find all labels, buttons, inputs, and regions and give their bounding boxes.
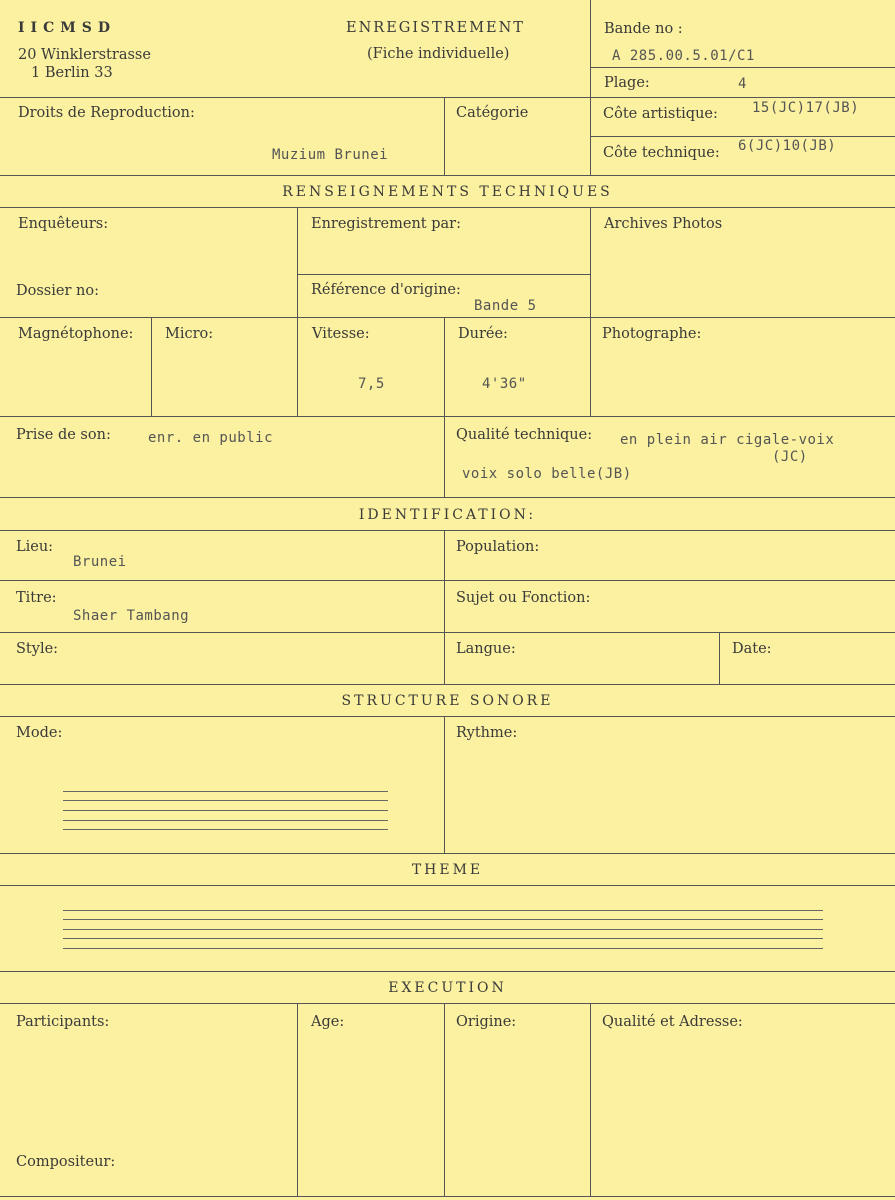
rule-rights-bottom bbox=[0, 175, 895, 176]
address-line-1: 20 Winklerstrasse bbox=[18, 47, 151, 63]
qualite-value-line1: en plein air cigale-voix bbox=[620, 432, 835, 448]
langue-label: Langue: bbox=[456, 641, 516, 657]
rule-struct-title-bottom bbox=[0, 716, 895, 717]
org-logo: IICMSD bbox=[18, 20, 116, 36]
droits-value: Muzium Brunei bbox=[272, 147, 389, 163]
rule-lieu-bottom bbox=[0, 580, 895, 581]
rule-ident-title-bottom bbox=[0, 530, 895, 531]
rule-style-bottom bbox=[0, 684, 895, 685]
prise-value: enr. en public bbox=[148, 430, 274, 446]
rule-v-vitesse bbox=[297, 317, 298, 416]
rule-cote-mid bbox=[590, 136, 895, 137]
rule-v-categorie bbox=[444, 97, 445, 175]
prise-label: Prise de son: bbox=[16, 427, 111, 443]
rule-prise-bottom bbox=[0, 497, 895, 498]
droits-label: Droits de Reproduction: bbox=[18, 105, 195, 121]
rule-v-age bbox=[297, 1003, 298, 1196]
photographe-label: Photographe: bbox=[602, 326, 702, 342]
qualite-adresse-label: Qualité et Adresse: bbox=[602, 1014, 743, 1030]
style-label: Style: bbox=[16, 641, 59, 657]
duree-value: 4'36" bbox=[482, 376, 527, 392]
rule-v-duree bbox=[444, 317, 445, 416]
reference-label: Référence d'origine: bbox=[311, 282, 461, 298]
rule-equip-bottom bbox=[0, 416, 895, 417]
rule-mode-bottom bbox=[0, 853, 895, 854]
bande-label: Bande no : bbox=[604, 21, 683, 37]
titre-label: Titre: bbox=[16, 590, 57, 606]
categorie-label: Catégorie bbox=[456, 105, 529, 121]
archives-photos-label: Archives Photos bbox=[604, 216, 723, 232]
date-label: Date: bbox=[732, 641, 772, 657]
magnetophone-label: Magnétophone: bbox=[18, 326, 134, 342]
rule-v-bande bbox=[590, 0, 591, 175]
bande-value: A 285.00.5.01/C1 bbox=[612, 48, 755, 64]
rule-plage-top bbox=[590, 67, 895, 68]
rule-theme-bottom bbox=[0, 971, 895, 972]
rule-v-micro bbox=[151, 317, 152, 416]
lieu-value: Brunei bbox=[73, 554, 127, 570]
rule-v-ident bbox=[444, 530, 445, 684]
rule-theme-title-bottom bbox=[0, 885, 895, 886]
rule-enreg-mid bbox=[297, 274, 590, 275]
section-title-execution: EXECUTION bbox=[388, 980, 507, 996]
age-label: Age: bbox=[311, 1014, 345, 1030]
rule-dossier-bottom bbox=[0, 317, 895, 318]
rule-card-bottom bbox=[0, 1196, 895, 1197]
rythme-label: Rythme: bbox=[456, 725, 518, 741]
micro-label: Micro: bbox=[165, 326, 214, 342]
section-title-identification: IDENTIFICATION: bbox=[358, 507, 537, 523]
section-title-structure: STRUCTURE SONORE bbox=[341, 693, 554, 709]
rule-v-archives bbox=[590, 207, 591, 317]
rule-v-rythme bbox=[444, 716, 445, 853]
titre-value: Shaer Tambang bbox=[73, 608, 190, 624]
dossier-label: Dossier no: bbox=[16, 283, 99, 299]
reference-value: Bande 5 bbox=[474, 298, 537, 314]
enregistrement-par-label: Enregistrement par: bbox=[311, 216, 461, 232]
sujet-label: Sujet ou Fonction: bbox=[456, 590, 591, 606]
lieu-label: Lieu: bbox=[16, 539, 54, 555]
rule-v-enqueteurs bbox=[297, 207, 298, 317]
plage-label: Plage: bbox=[604, 75, 650, 91]
rule-v-photographe bbox=[590, 317, 591, 416]
population-label: Population: bbox=[456, 539, 540, 555]
mode-label: Mode: bbox=[16, 725, 63, 741]
cote-artistique-value: 15(JC)17(JB) bbox=[752, 100, 860, 116]
cote-technique-label: Côte technique: bbox=[603, 145, 720, 161]
form-title: ENREGISTREMENT bbox=[346, 20, 525, 36]
compositeur-label: Compositeur: bbox=[16, 1154, 116, 1170]
rule-v-qualite-adresse bbox=[590, 1003, 591, 1196]
address-line-2: 1 Berlin 33 bbox=[31, 65, 113, 81]
rule-v-date bbox=[719, 632, 720, 684]
section-title-theme: THEME bbox=[411, 862, 484, 878]
rule-exec-title-bottom bbox=[0, 1003, 895, 1004]
rule-header-bottom bbox=[0, 97, 895, 98]
rule-v-qualite bbox=[444, 416, 445, 497]
cote-artistique-label: Côte artistique: bbox=[603, 106, 718, 122]
rule-titre-bottom bbox=[0, 632, 895, 633]
vitesse-label: Vitesse: bbox=[312, 326, 370, 342]
plage-value: 4 bbox=[738, 76, 747, 92]
qualite-value-line2: (JC) bbox=[772, 449, 808, 465]
participants-label: Participants: bbox=[16, 1014, 110, 1030]
cote-technique-value: 6(JC)10(JB) bbox=[738, 138, 837, 154]
rule-tech-title-bottom bbox=[0, 207, 895, 208]
rule-v-origine bbox=[444, 1003, 445, 1196]
vitesse-value: 7,5 bbox=[358, 376, 385, 392]
qualite-label: Qualité technique: bbox=[456, 427, 593, 443]
section-title-technique: RENSEIGNEMENTS TECHNIQUES bbox=[282, 184, 613, 200]
enqueteurs-label: Enquêteurs: bbox=[18, 216, 109, 232]
form-subtitle: (Fiche individuelle) bbox=[367, 46, 510, 62]
duree-label: Durée: bbox=[458, 326, 508, 342]
qualite-value-line3: voix solo belle(JB) bbox=[462, 466, 632, 482]
origine-label: Origine: bbox=[456, 1014, 517, 1030]
